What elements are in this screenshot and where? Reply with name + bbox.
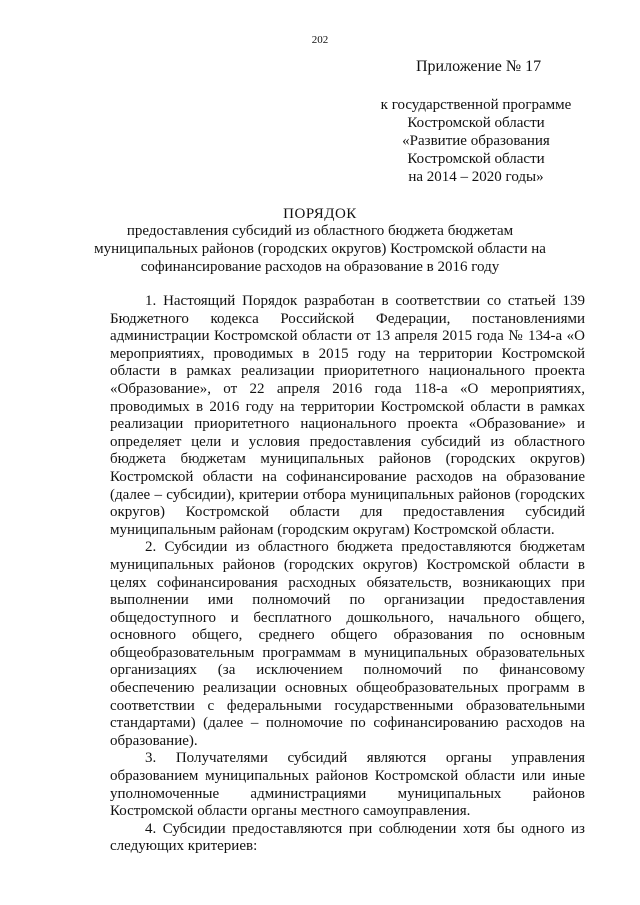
document-subtitle-line: предоставления субсидий из областного бюджета бюджетам: [126, 223, 514, 239]
document-subtitle-line: муниципальных районов (городских округов) Костромской области на: [94, 241, 546, 257]
document-subtitle-line: софинансирование расходов на образование в 2016 году: [140, 259, 500, 275]
document-subtitle: [90, 222, 550, 276]
appendix-reference-line: Костромской области: [407, 115, 545, 131]
appendix-title: Приложение № 17: [416, 58, 542, 75]
document-title: ПОРЯДОК: [283, 206, 357, 222]
appendix-reference-line: Костромской области: [407, 151, 545, 167]
appendix-reference-line: «Развитие образования: [402, 133, 550, 149]
paragraph-2: 2. Субсидии из областного бюджета предоставляются бюджетам муниципальных районов (городских округов) Костромской области в целях софинансирования расходных обязательств, возникающих при выполнении ими полномочий по организации предоставления общедоступного и бесплатного дошкольного, начального общего, основного общего, среднего общего образования по основным общеобразовательным программам в муниципальных образовательных организациях (за исключением полномочий по финансовому обеспечению реализации основных общеобразовательных программ в соответствии с федеральными государственными образовательными стандартами) (далее – полномочие по софинансированию расходов на образование).: [110, 539, 585, 749]
appendix-reference-line: на 2014 – 2020 годы»: [408, 169, 544, 185]
appendix-reference-line: к государственной программе: [380, 97, 572, 113]
paragraph-3: 3. Получателями субсидий являются органы управления образованием муниципальных районов Костромской области или иные уполномоченные администрациями муниципальных районов Костромской области органы местного самоуправления.: [110, 750, 585, 820]
document-body: [110, 293, 585, 856]
paragraph-1: 1. Настоящий Порядок разработан в соответствии со статьей 139 Бюджетного кодекса Российской Федерации, постановлениями администрации Костромской области от 13 апреля 2015 года № 134-а «О мероприятиях, проводимых в 2015 году на территории Костромской области в рамках реализации приоритетного национального проекта «Образование», от 22 апреля 2016 года 118-а «О мероприятиях, проводимых в 2016 году на территории Костромской области в рамках реализации приоритетного национального проекта «Образование» и определяет цели и условия предоставления субсидий из областного бюджета бюджетам муниципальных районов (городских округов) Костромской области на софинансирование расходов на образование (далее – субсидии), критерии отбора муниципальных районов (городских округов) Костромской области для предоставления субсидий муниципальным районам (городским округам) Костромской области.: [110, 293, 585, 538]
paragraph-4: 4. Субсидии предоставляются при соблюдении хотя бы одного из следующих критериев:: [110, 820, 585, 855]
appendix-reference: [352, 96, 600, 186]
page-number: 202: [311, 34, 329, 46]
